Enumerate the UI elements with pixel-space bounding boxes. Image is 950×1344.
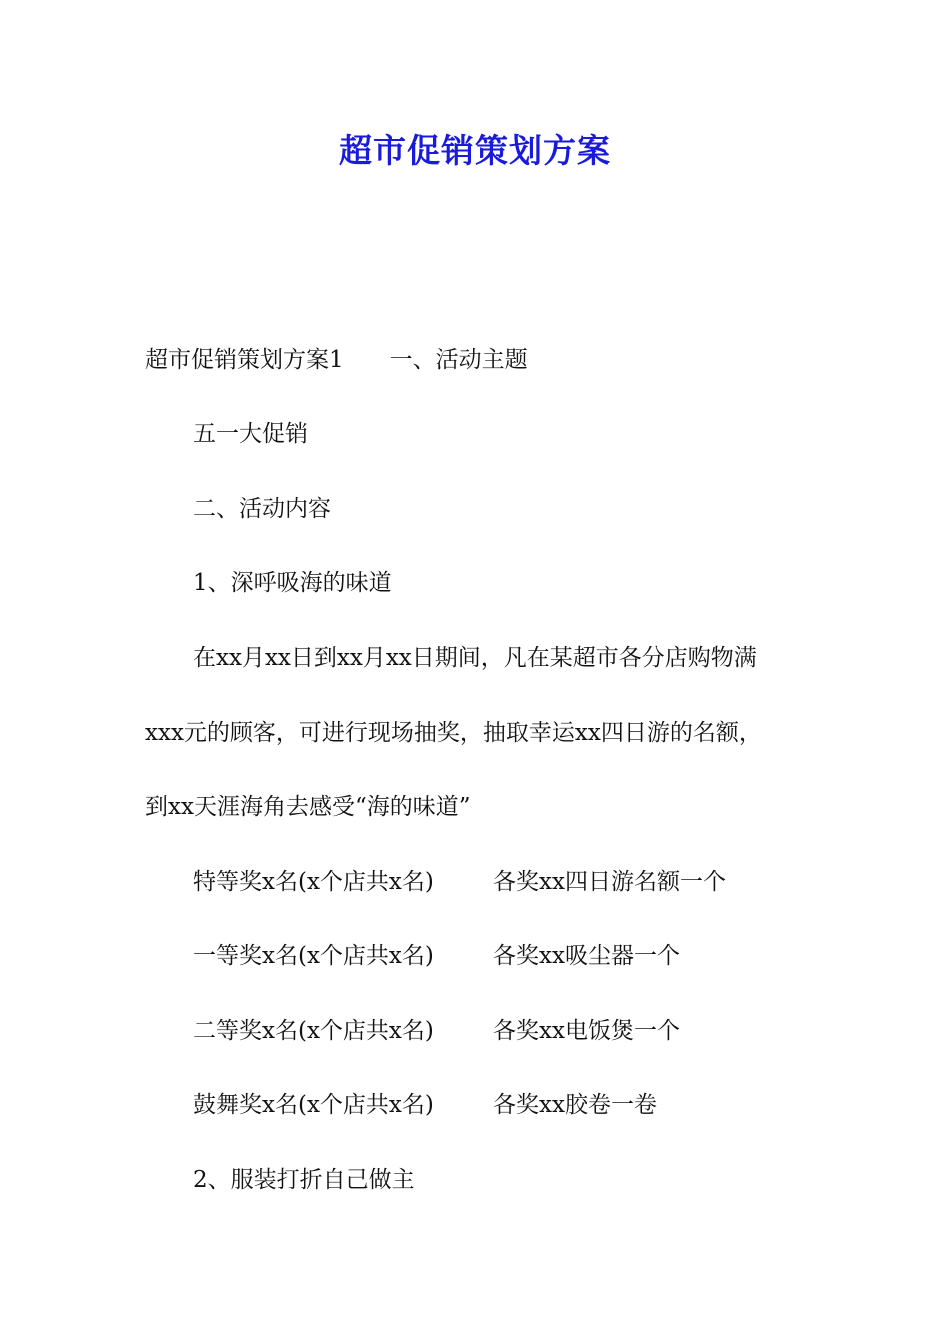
prize-name: 鼓舞奖x名(x个店共x名)	[193, 1092, 434, 1118]
theme-text: 五一大促销	[193, 421, 308, 447]
item1-paragraph-line: 到xx天涯海角去感受“海的味道”	[145, 794, 471, 820]
prize-name: 二等奖x名(x个店共x名)	[193, 1018, 434, 1044]
prize-name: 特等奖x名(x个店共x名)	[193, 869, 434, 895]
prize-row	[193, 866, 863, 898]
prize-row	[193, 940, 863, 972]
prize-name: 一等奖x名(x个店共x名)	[193, 943, 434, 969]
section-title: 超市促销策划方案1	[145, 347, 344, 373]
prize-row	[193, 1089, 863, 1121]
item2-heading: 2、服装打折自己做主	[193, 1167, 415, 1193]
item1-paragraph-line: xxx元的顾客，可进行现场抽奖，抽取幸运xx四日游的名额，	[145, 720, 762, 746]
document-title: 超市促销策划方案	[339, 131, 611, 170]
item1-paragraph-line: 在xx月xx日到xx月xx日期间，凡在某超市各分店购物满	[193, 645, 757, 671]
prize-reward: 各奖xx胶卷一卷	[493, 1092, 657, 1118]
prize-reward: 各奖xx电饭煲一个	[493, 1018, 680, 1044]
prize-row	[193, 1015, 863, 1047]
section-heading-line	[145, 344, 815, 376]
prize-reward: 各奖xx四日游名额一个	[493, 869, 726, 895]
activity-theme-heading: 一、活动主题	[389, 347, 528, 373]
activity-content-heading: 二、活动内容	[193, 496, 331, 522]
item1-heading: 1、深呼吸海的味道	[193, 570, 392, 596]
prize-reward: 各奖xx吸尘器一个	[493, 943, 680, 969]
